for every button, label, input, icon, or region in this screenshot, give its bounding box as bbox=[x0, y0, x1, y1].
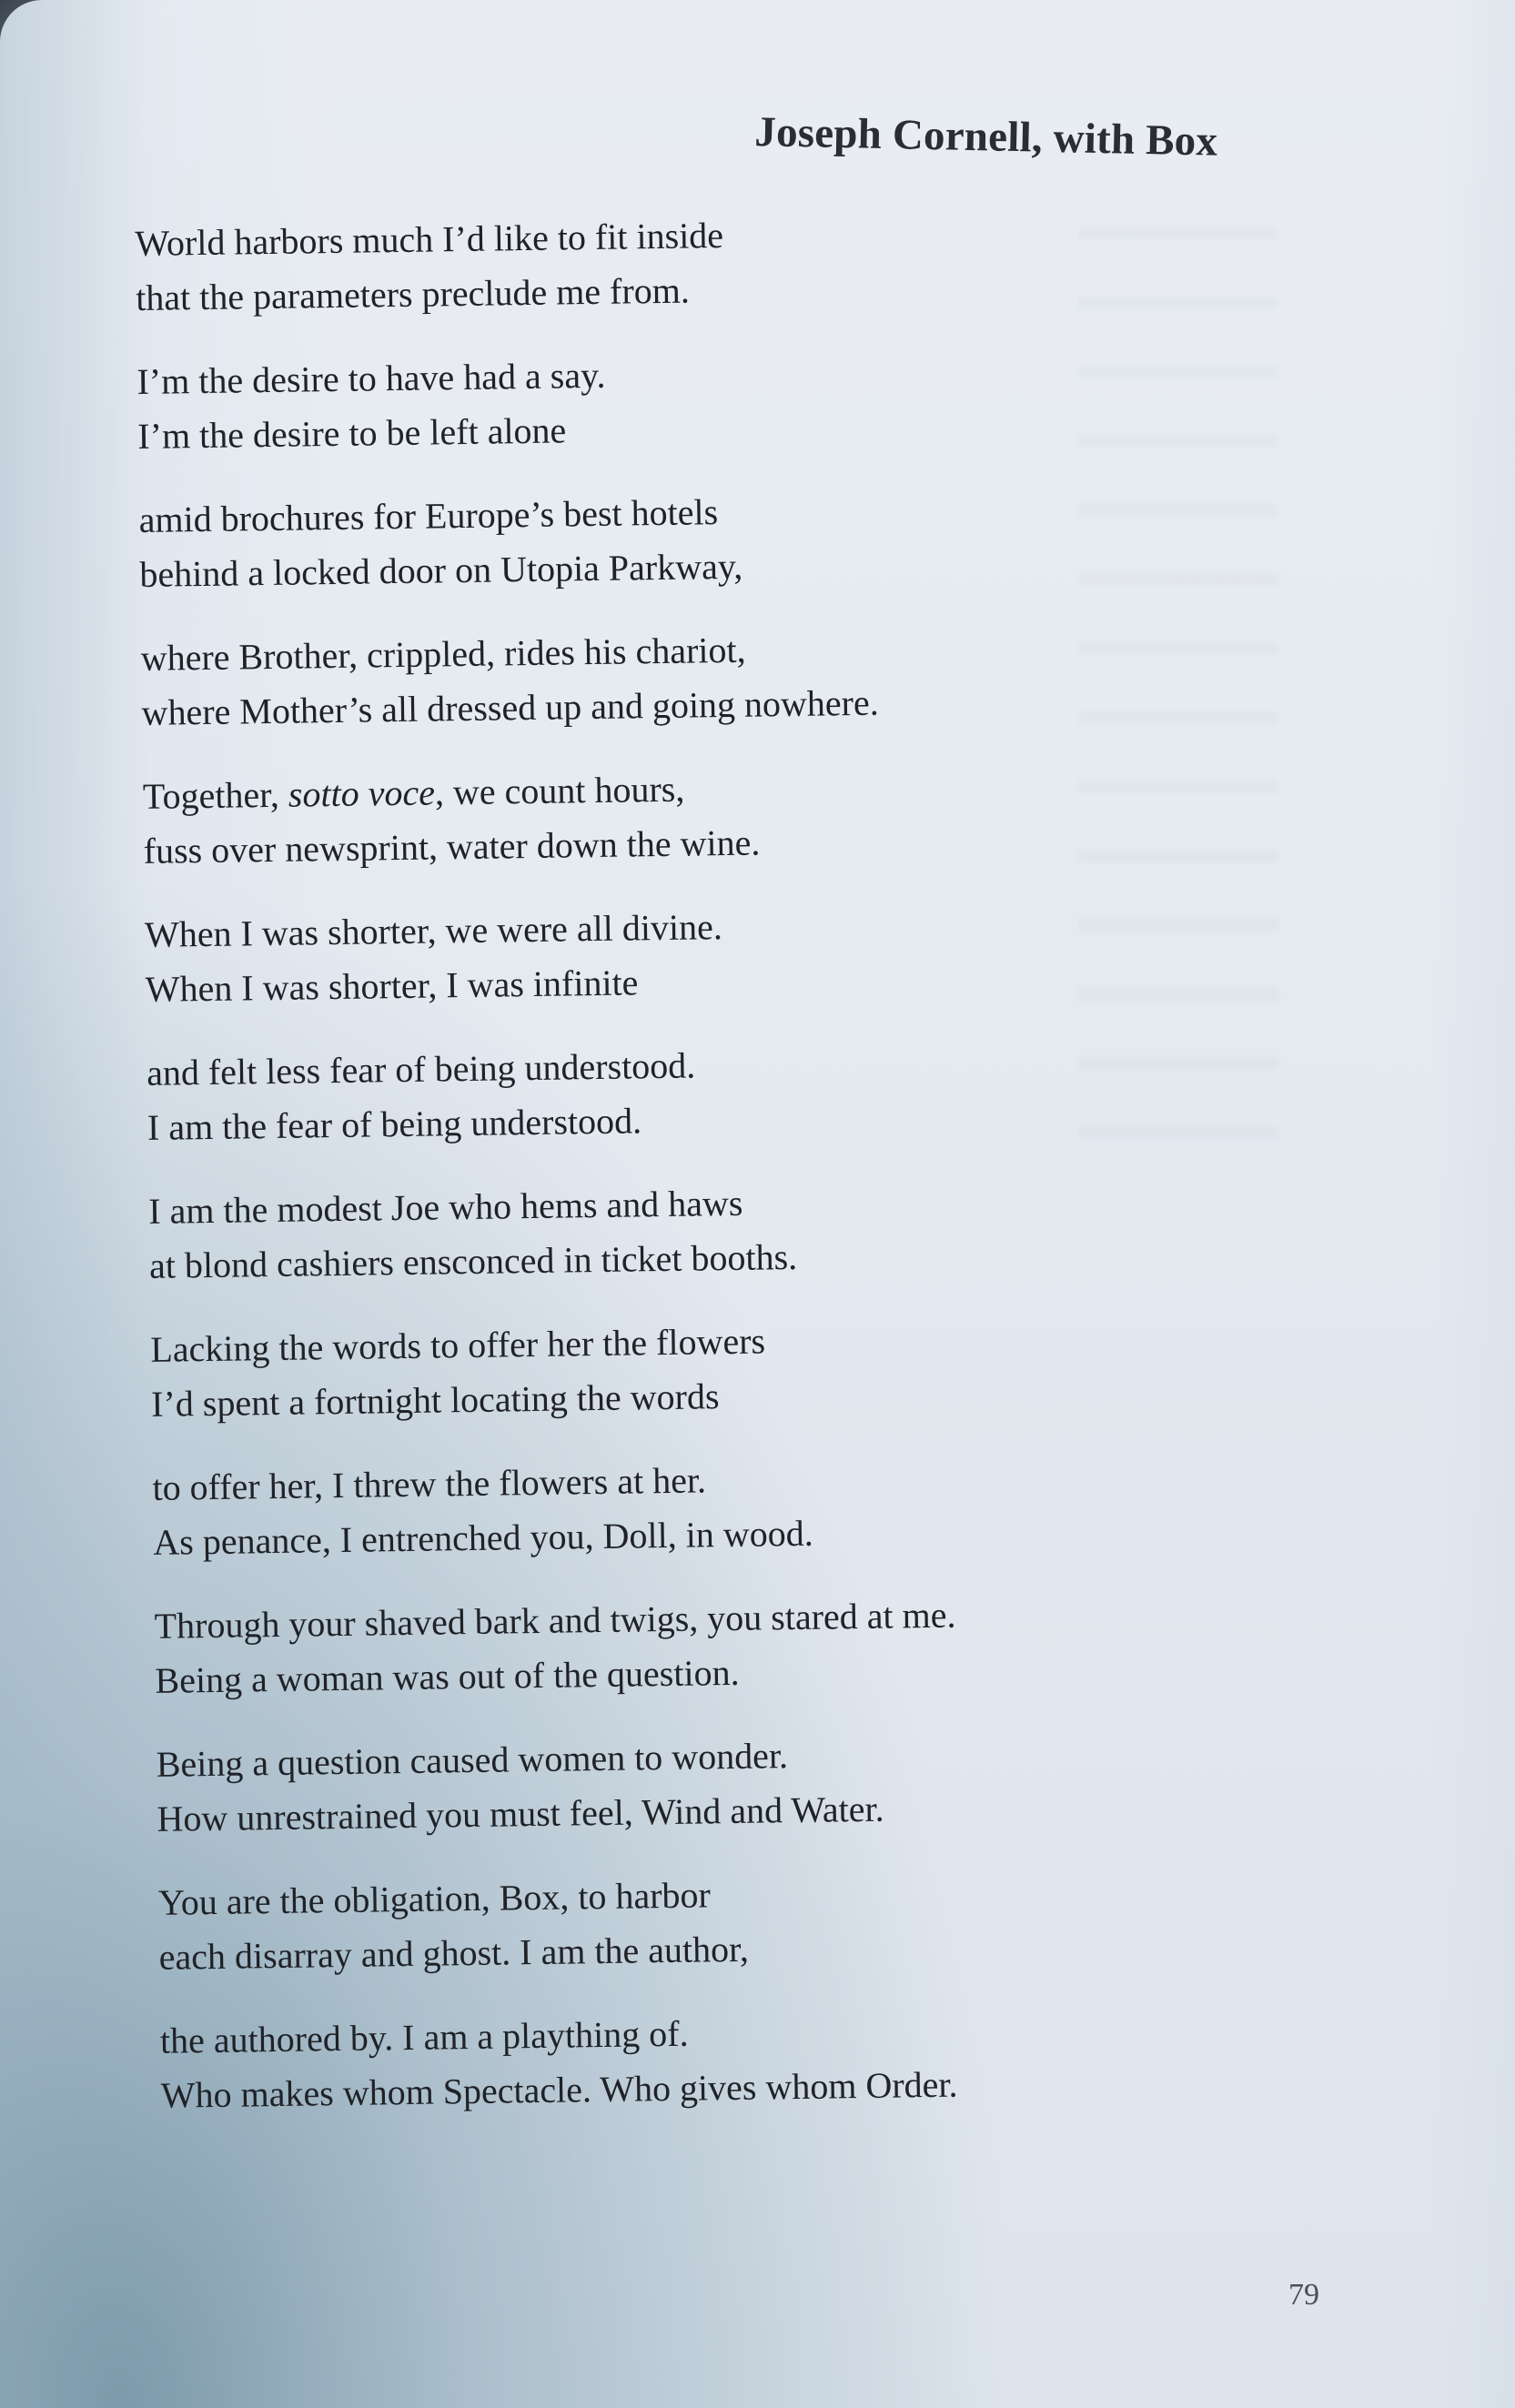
poem-line: where Mother’s all dressed up and going nowhere. bbox=[141, 681, 880, 733]
page-edge-shade bbox=[1433, 0, 1515, 2408]
poem-line: to offer her, I threw the flowers at her. bbox=[152, 1459, 707, 1508]
poem-line: You are the obligation, Box, to harbor bbox=[157, 1874, 712, 1923]
stanza bbox=[154, 1584, 1229, 1708]
poem-line: and felt less fear of being understood. bbox=[146, 1044, 696, 1093]
stanza bbox=[148, 1169, 1224, 1293]
poem-line: As penance, I entrenched you, Doll, in wood. bbox=[153, 1512, 813, 1563]
page-number: 79 bbox=[1288, 2278, 1319, 2312]
stanza bbox=[142, 754, 1217, 878]
stanza bbox=[150, 1307, 1226, 1431]
poem-line: Who makes whom Spectacle. Who gives whom Order. bbox=[160, 2063, 958, 2116]
stanza bbox=[135, 202, 1210, 326]
poem-line: at blond cashiers ensconced in ticket booths. bbox=[148, 1235, 798, 1286]
poem-line: Through your shaved bark and twigs, you stared at me. bbox=[154, 1594, 956, 1647]
stanza bbox=[140, 616, 1216, 740]
poem-line: where Brother, crippled, rides his chariot, bbox=[140, 629, 746, 679]
poem-line: I’d spent a fortnight locating the words bbox=[150, 1375, 720, 1425]
poem-line-part: Together, bbox=[142, 773, 289, 817]
poem-line: behind a locked door on Utopia Parkway, bbox=[139, 545, 743, 595]
stanza bbox=[160, 1999, 1236, 2122]
poem-line: When I was shorter, we were all divine. bbox=[144, 906, 723, 955]
poem-line: Lacking the words to offer her the flowers bbox=[150, 1320, 766, 1370]
poem-line: World harbors much I’d like to fit inside bbox=[135, 214, 724, 264]
stanza bbox=[157, 1860, 1233, 1984]
poem-line: fuss over newsprint, water down the wine. bbox=[143, 821, 761, 872]
italic-phrase: sotto voce bbox=[288, 771, 436, 815]
poem-line: I am the modest Joe who hems and haws bbox=[147, 1182, 743, 1232]
poem-body bbox=[135, 202, 1236, 2152]
stanza bbox=[156, 1722, 1231, 1846]
poem-line: amid brochures for Europe’s best hotels bbox=[138, 491, 719, 540]
poem-line-part: , we count hours, bbox=[434, 768, 685, 813]
poem-title: Joseph Cornell, with Box bbox=[753, 107, 1218, 166]
poem-line: Being a question caused women to wonder. bbox=[156, 1735, 789, 1785]
poem-line: Being a woman was out of the question. bbox=[155, 1651, 740, 1701]
poem-line: When I was shorter, I was infinite bbox=[145, 962, 639, 1010]
poem-line: that the parameters preclude me from. bbox=[135, 269, 691, 318]
stanza bbox=[145, 892, 1220, 1016]
poem-line: I am the fear of being understood. bbox=[146, 1100, 642, 1148]
poem-line: I’m the desire to be left alone bbox=[137, 409, 567, 457]
stanza bbox=[138, 478, 1214, 601]
stanza bbox=[136, 340, 1212, 464]
poem-line: each disarray and ghost. I am the author, bbox=[158, 1928, 750, 1978]
poem-line: How unrestrained you must feel, Wind and Water. bbox=[157, 1788, 884, 1839]
stanza bbox=[146, 1031, 1222, 1154]
poem-line: I’m the desire to have had a say. bbox=[136, 354, 606, 402]
poem-line: the authored by. I am a plaything of. bbox=[159, 2012, 689, 2061]
stanza bbox=[152, 1446, 1227, 1569]
